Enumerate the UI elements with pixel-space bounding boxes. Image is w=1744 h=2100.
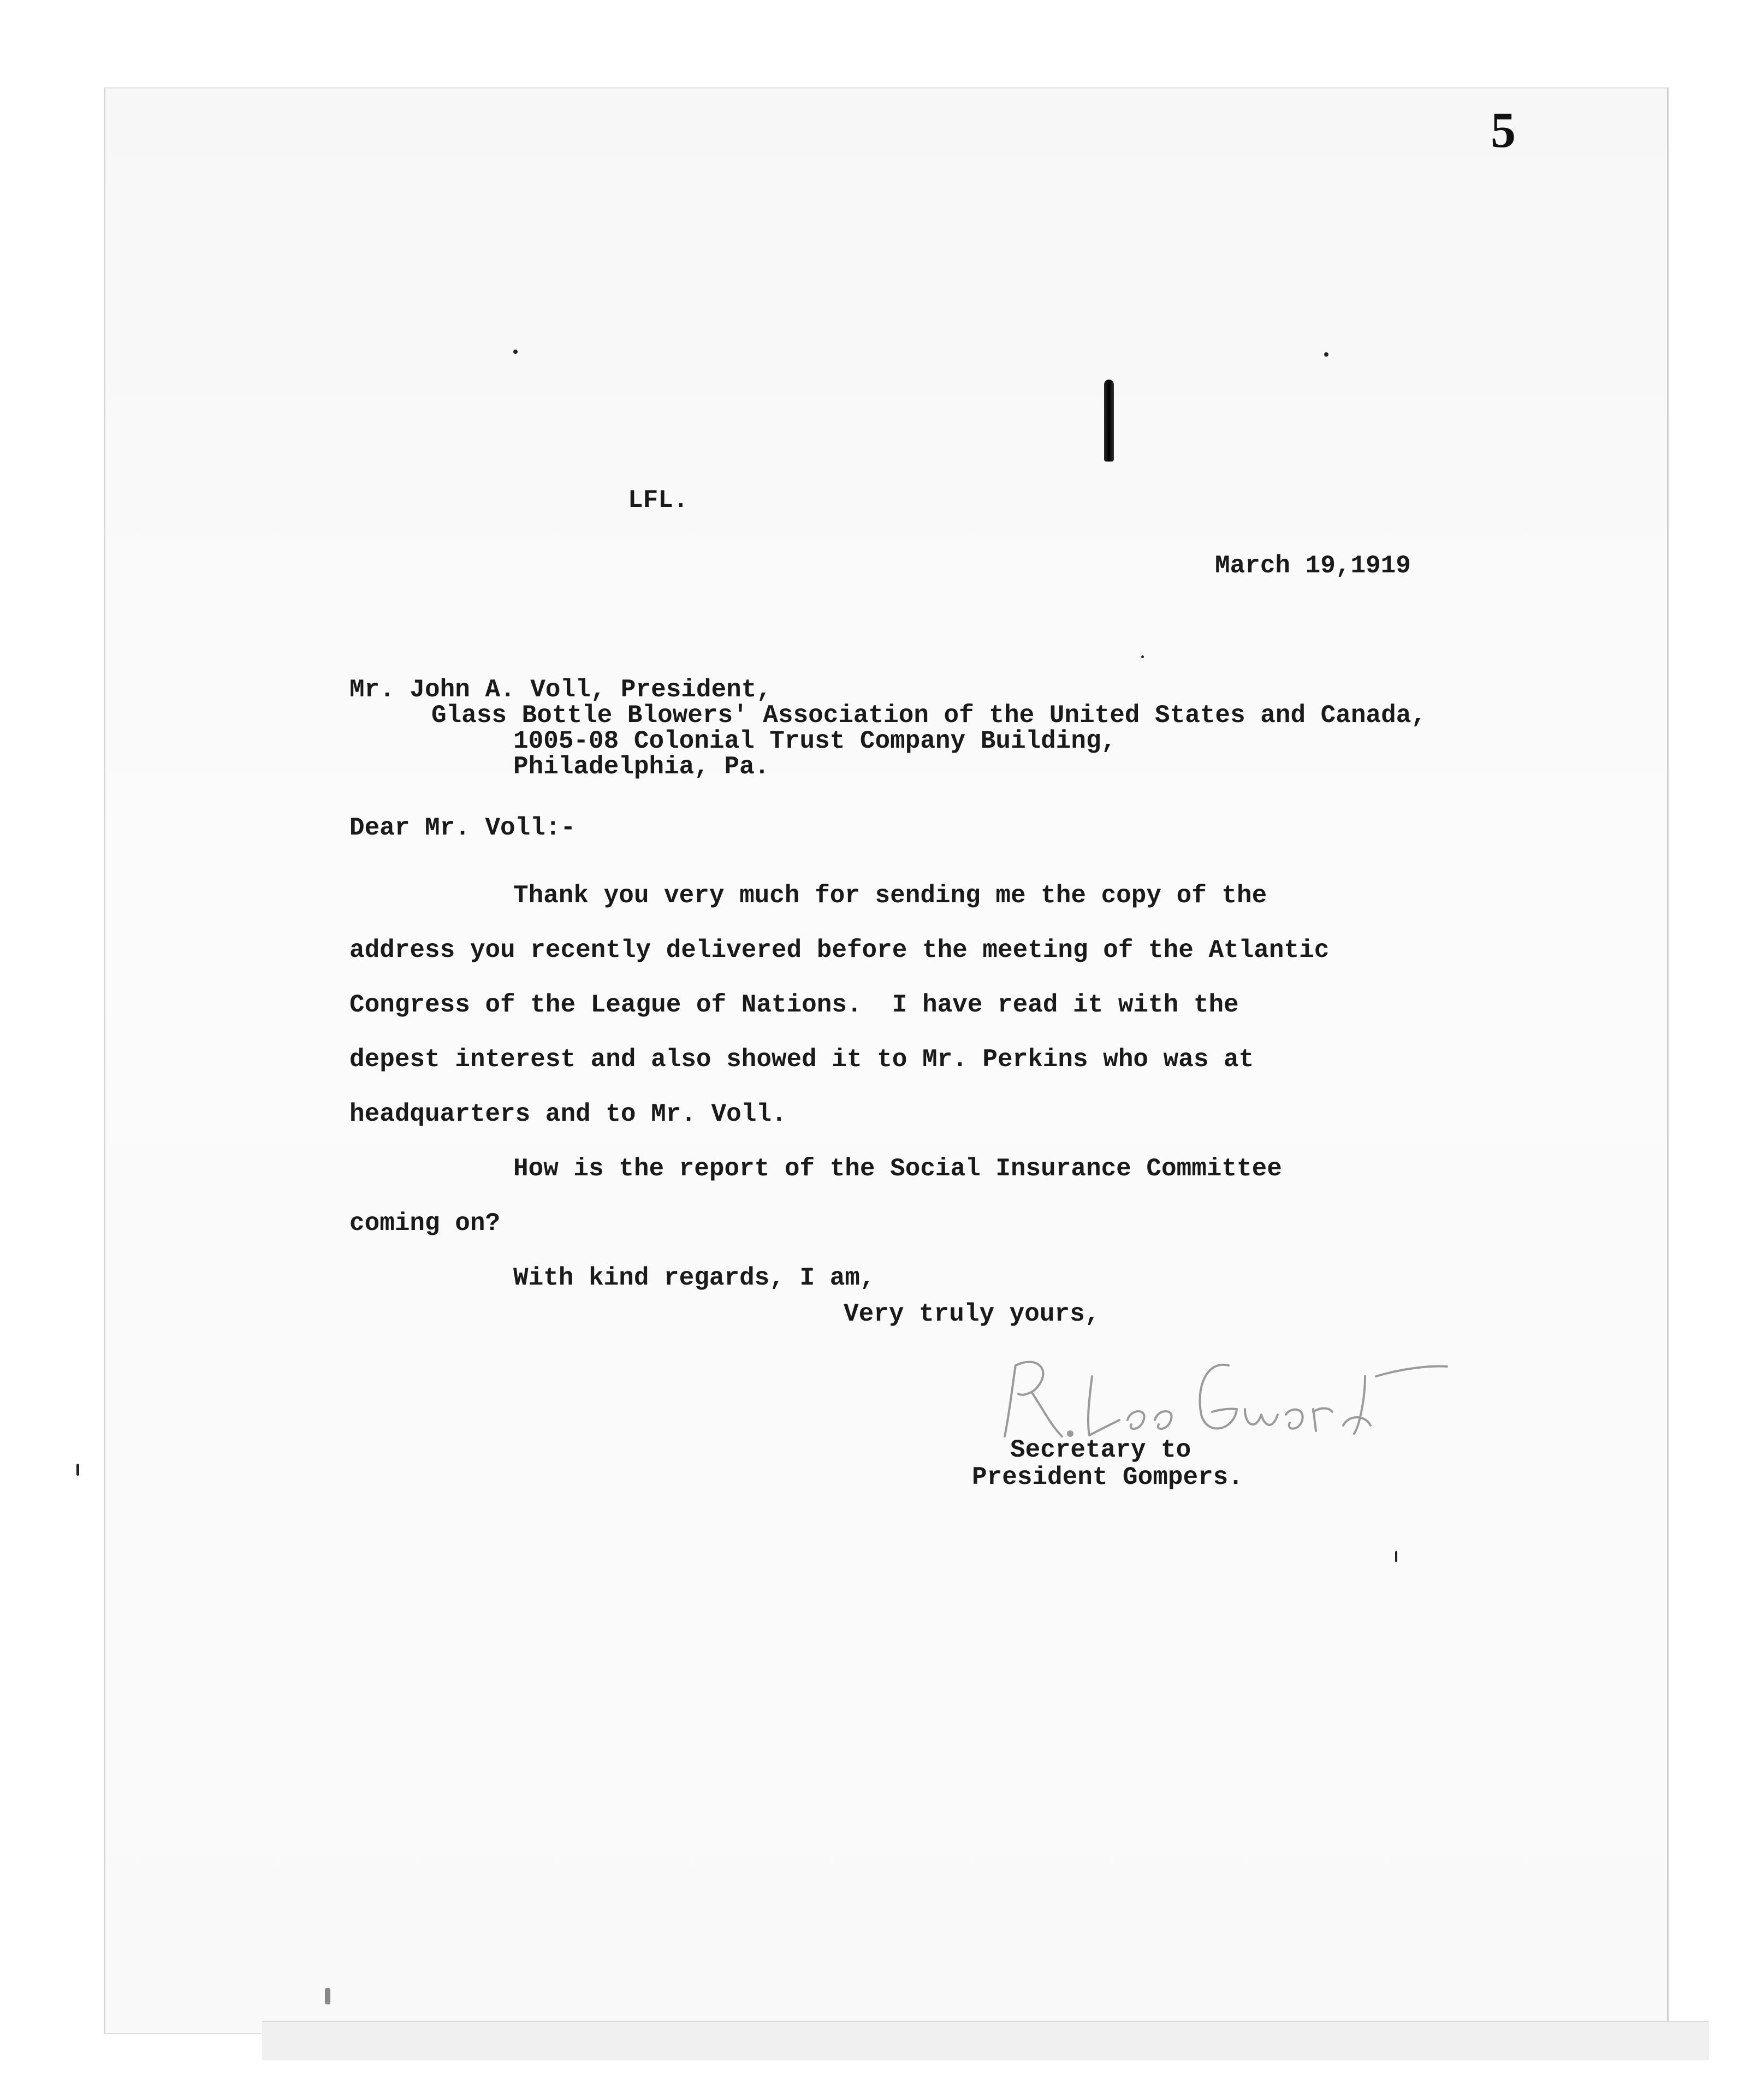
- letter-body: [349, 868, 1329, 1305]
- ink-mark: [1104, 380, 1114, 462]
- signer-title: [972, 1436, 1243, 1491]
- handwritten-signature: [988, 1344, 1452, 1447]
- body-line: With kind regards, I am,: [513, 1264, 875, 1292]
- underlying-page-edge: [262, 2021, 1709, 2060]
- addressee-city: Philadelphia, Pa.: [513, 753, 770, 781]
- letter-date: March 19,1919: [1215, 552, 1411, 580]
- page-number: 5: [1491, 102, 1516, 158]
- addressee-organization: Glass Bottle Blowers' Association of the United States and Canada,: [431, 701, 1426, 730]
- body-line: Thank you very much for sending me the copy of the: [513, 882, 1267, 910]
- scan-speck: [325, 1988, 330, 2004]
- scan-speck: [1324, 352, 1328, 357]
- body-line: depest interest and also showed it to Mr. Perkins who was at: [349, 1045, 1254, 1074]
- signer-title-line: President Gompers.: [972, 1463, 1243, 1492]
- reference-initials: LFL.: [628, 486, 689, 514]
- body-line: coming on?: [349, 1209, 501, 1238]
- body-line: address you recently delivered before the meeting of the Atlantic: [349, 936, 1330, 965]
- salutation: Dear Mr. Voll:-: [349, 814, 576, 842]
- body-line: headquarters and to Mr. Voll.: [349, 1100, 787, 1128]
- addressee-name: Mr. John A. Voll, President,: [349, 676, 772, 704]
- complimentary-close: Very truly yours,: [844, 1300, 1100, 1328]
- body-line: How is the report of the Social Insurance Committee: [513, 1155, 1282, 1183]
- addressee-street: 1005-08 Colonial Trust Company Building,: [513, 727, 1117, 755]
- signer-title-line: Secretary to: [1010, 1436, 1191, 1464]
- addressee-block: [349, 677, 1426, 780]
- scan-speck: [513, 350, 518, 354]
- body-line: Congress of the League of Nations. I have read it with the: [349, 991, 1239, 1019]
- scan-speck: [76, 1464, 79, 1476]
- scan-speck: [1141, 655, 1144, 658]
- scan-speck: [1395, 1551, 1397, 1562]
